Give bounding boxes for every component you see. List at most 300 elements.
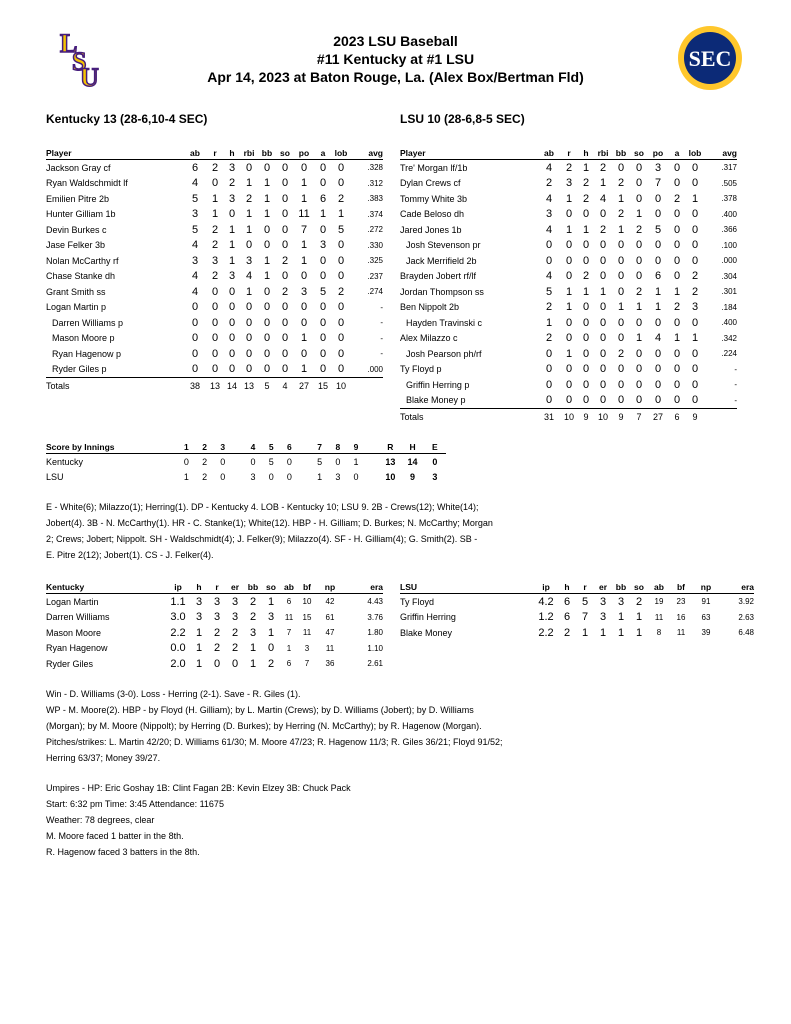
batter-name: Dylan Crews cf xyxy=(400,178,461,189)
batter-row xyxy=(400,315,737,331)
batter-rbi: 0 xyxy=(594,393,612,409)
batter-rbi: 0 xyxy=(245,316,253,329)
batter-name: Griffin Herring p xyxy=(406,379,470,390)
batter-a: 0 xyxy=(319,347,327,360)
game-notes-line: Jobert(4). 3B - N. McCarthy(1). HR - C. Stanke(1); White(12). HBP - H. Gilliam; D. Burkes; N. McCarthy; Morgan xyxy=(46,518,493,528)
batter-lob: 2 xyxy=(337,285,345,298)
batter-lob: 0 xyxy=(691,363,699,376)
batter-bb: 0 xyxy=(263,301,271,314)
batter-bb: 0 xyxy=(263,239,271,252)
pitcher-np: 11 xyxy=(325,643,335,653)
totals-lob: 10 xyxy=(335,380,346,391)
batter-a: 1 xyxy=(673,332,681,345)
batter-avg: .325 xyxy=(367,256,383,266)
batter-h: 0 xyxy=(582,208,590,221)
home-batting-header-avg: avg xyxy=(704,146,737,160)
batter-r: 0 xyxy=(565,316,573,329)
inning-score: 0 xyxy=(353,471,359,482)
batter-po: 0 xyxy=(300,347,308,360)
linescore-r: 13 xyxy=(385,456,396,467)
batter-row xyxy=(400,269,737,285)
batter-row xyxy=(400,377,737,393)
batter-h: 3 xyxy=(228,161,236,174)
batter-rbi: 1 xyxy=(599,285,607,298)
visitor-batting-header-player: Player xyxy=(46,146,184,160)
linescore-h: 14 xyxy=(407,456,418,467)
batter-avg: .301 xyxy=(721,287,737,297)
batter-name: Nolan McCarthy rf xyxy=(46,255,119,266)
totals-rbi: 10 xyxy=(597,411,608,422)
inning-header: 1 xyxy=(177,440,195,454)
batter-h: 0 xyxy=(582,239,590,252)
batter-a: 0 xyxy=(319,270,327,283)
pitcher-r: 3 xyxy=(213,595,221,608)
pitcher-so: 2 xyxy=(635,595,643,608)
batter-ab: 0 xyxy=(538,393,560,409)
pitcher-h: 1 xyxy=(195,626,203,639)
pitcher-h: 1 xyxy=(195,642,203,655)
batter-row xyxy=(46,207,383,223)
pitcher-row xyxy=(46,610,383,626)
visitor-batting-header-bb: bb xyxy=(258,146,276,160)
batter-row xyxy=(400,331,737,347)
batter-ab: 4 xyxy=(191,239,199,252)
batter-avg: .100 xyxy=(721,240,737,250)
totals-rbi: 13 xyxy=(243,380,254,391)
batter-bb: 1 xyxy=(263,208,271,221)
totals-bb: 9 xyxy=(618,411,624,422)
game-notes-line: E. Pitre 2(12); Jobert(1). CS - J. Felker(4). xyxy=(46,550,214,560)
pitcher-ip: 3.0 xyxy=(170,611,186,624)
batter-bb: 1 xyxy=(263,254,271,267)
linescore-gap xyxy=(232,440,244,454)
totals-po: 27 xyxy=(298,380,309,391)
batter-h: 0 xyxy=(582,347,590,360)
batter-ab: 5 xyxy=(191,192,199,205)
batter-r: 1 xyxy=(211,208,219,221)
batter-ab: 0 xyxy=(191,332,199,345)
pitcher-era: 3.92 xyxy=(738,597,754,607)
pitching-header-bb: bb xyxy=(244,580,262,594)
batter-r: 1 xyxy=(565,347,573,360)
batter-a: 0 xyxy=(673,270,681,283)
batter-lob: 0 xyxy=(691,347,699,360)
pitcher-era: 2.61 xyxy=(367,659,383,669)
batter-lob: 1 xyxy=(337,208,345,221)
batter-lob: 1 xyxy=(691,332,699,345)
pitcher-era: 3.76 xyxy=(367,612,383,622)
pitcher-r: 7 xyxy=(581,611,589,624)
batter-ab: 1 xyxy=(545,316,553,329)
inning-score: 0 xyxy=(183,456,189,467)
batter-r: 0 xyxy=(565,270,573,283)
linescore-gap xyxy=(232,454,244,470)
pitcher-name: Griffin Herring xyxy=(400,612,456,623)
batter-lob: 0 xyxy=(691,316,699,329)
pitcher-r: 0 xyxy=(213,657,221,670)
batter-h: 0 xyxy=(582,332,590,345)
batter-ab: 0 xyxy=(191,347,199,360)
inning-score: 0 xyxy=(286,471,292,482)
batter-name: Ryder Giles p xyxy=(46,362,184,378)
batter-ab: 0 xyxy=(191,316,199,329)
batter-rbi: 1 xyxy=(245,177,253,190)
pitching-header-bf: bf xyxy=(670,580,692,594)
inning-header: 9 xyxy=(347,440,365,454)
batter-avg: .317 xyxy=(721,163,737,173)
batter-ab: 3 xyxy=(545,208,553,221)
pitching-header-h: h xyxy=(558,580,576,594)
pitching-header-ip: ip xyxy=(166,580,190,594)
totals-h: 14 xyxy=(226,380,237,391)
batter-row xyxy=(46,176,383,192)
batter-po: 0 xyxy=(654,316,662,329)
batter-po: 5 xyxy=(654,223,662,236)
batter-so: 1 xyxy=(635,301,643,314)
batter-bb: 1 xyxy=(263,192,271,205)
pitcher-h: 6 xyxy=(563,611,571,624)
linescore-e: 0 xyxy=(432,456,438,467)
batter-ab: 0 xyxy=(184,362,206,378)
batter-name: Grant Smith ss xyxy=(46,286,106,297)
pitcher-ab: 11 xyxy=(284,612,294,622)
batter-a: 0 xyxy=(673,316,681,329)
totals-so: 7 xyxy=(636,411,642,422)
batter-avg: - xyxy=(734,380,737,390)
batter-po: 0 xyxy=(654,363,662,376)
batter-bb: 0 xyxy=(263,316,271,329)
batter-rbi: 0 xyxy=(599,332,607,345)
linescore-gap xyxy=(298,440,310,454)
pitcher-name: Ryan Hagenow xyxy=(46,643,108,654)
pitcher-ab: 7 xyxy=(286,628,292,638)
batting-totals-row xyxy=(400,409,737,425)
pitcher-name: Ty Floyd xyxy=(400,596,435,607)
totals-a: 15 xyxy=(317,380,328,391)
visitor-batting-header-rbi: rbi xyxy=(240,146,258,160)
batter-lob: 0 xyxy=(337,332,345,345)
batter-row xyxy=(46,300,383,316)
pitcher-row xyxy=(400,610,754,626)
pitcher-h: 3 xyxy=(195,595,203,608)
batter-avg: .505 xyxy=(721,178,737,188)
batter-avg: .330 xyxy=(367,240,383,250)
pitcher-era: 1.10 xyxy=(367,643,383,653)
batter-avg: .184 xyxy=(721,302,737,312)
batter-r: 0 xyxy=(565,254,573,267)
batter-a: 2 xyxy=(673,301,681,314)
batter-ab: 4 xyxy=(545,192,553,205)
game-info-line: M. Moore faced 1 batter in the 8th. xyxy=(46,831,184,841)
pitcher-bb: 3 xyxy=(617,595,625,608)
batter-lob: 2 xyxy=(337,192,345,205)
batter-avg: - xyxy=(380,333,383,343)
home-batting-table xyxy=(400,146,737,425)
pitcher-ip: 2.2 xyxy=(170,626,186,639)
batter-h: 0 xyxy=(224,362,240,378)
batter-row xyxy=(46,346,383,362)
batter-lob: 2 xyxy=(691,270,699,283)
batter-bb: 0 xyxy=(612,393,630,409)
batter-name: Darren Williams p xyxy=(52,317,124,328)
pitcher-name: Logan Martin xyxy=(46,596,99,607)
batter-name: Ty Floyd p xyxy=(400,364,442,375)
batter-bb: 0 xyxy=(263,347,271,360)
batter-name: Cade Beloso dh xyxy=(400,209,465,220)
batter-r: 2 xyxy=(565,161,573,174)
batter-so: 0 xyxy=(281,192,289,205)
batter-a: 2 xyxy=(673,192,681,205)
batter-row xyxy=(46,222,383,238)
pitcher-name: Blake Money xyxy=(400,627,453,638)
totals-ab: 31 xyxy=(543,411,554,422)
batter-a: 0 xyxy=(314,362,332,378)
pitcher-row xyxy=(46,641,383,657)
batter-po: 0 xyxy=(654,208,662,221)
batter-po: 3 xyxy=(654,161,662,174)
linescore-label: Score by Innings xyxy=(46,440,177,454)
pitcher-so: 2 xyxy=(267,657,275,670)
batter-row xyxy=(46,160,383,176)
batter-rbi: 1 xyxy=(599,177,607,190)
pitcher-er: 3 xyxy=(599,595,607,608)
batter-bb: 1 xyxy=(617,301,625,314)
batter-name: Jordan Thompson ss xyxy=(400,286,484,297)
pitcher-bf: 7 xyxy=(304,659,310,669)
batter-so: 0 xyxy=(281,347,289,360)
batter-po: 0 xyxy=(654,378,662,391)
batter-h: 0 xyxy=(228,316,236,329)
pitcher-bf: 15 xyxy=(302,612,312,622)
batter-rbi: 0 xyxy=(240,362,258,378)
batter-so: 0 xyxy=(635,177,643,190)
pitcher-er: 3 xyxy=(231,611,239,624)
pitching-header-np: np xyxy=(316,580,344,594)
pitching-header-r: r xyxy=(576,580,594,594)
batter-h: 2 xyxy=(228,177,236,190)
batter-a: 5 xyxy=(319,285,327,298)
batter-avg: - xyxy=(704,393,737,409)
batter-ab: 2 xyxy=(545,177,553,190)
batter-r: 2 xyxy=(211,223,219,236)
batter-avg: - xyxy=(380,302,383,312)
pitcher-so: 1 xyxy=(635,626,643,639)
batter-r: 0 xyxy=(211,347,219,360)
game-notes-line: E - White(6); Milazzo(1); Herring(1). DP - Kentucky 4. LOB - Kentucky 10; LSU 9. 2B - Crews(12); White(14); xyxy=(46,502,479,512)
pitcher-np: 39 xyxy=(701,628,711,638)
batter-a: 0 xyxy=(673,254,681,267)
batter-bb: 0 xyxy=(617,254,625,267)
pitcher-name: Mason Moore xyxy=(46,627,102,638)
pitcher-er: 2 xyxy=(231,626,239,639)
visitor-batting-header-po: po xyxy=(294,146,314,160)
batter-bb: 0 xyxy=(617,161,625,174)
batter-bb: 0 xyxy=(263,223,271,236)
batter-ab: 5 xyxy=(191,223,199,236)
batter-so: 0 xyxy=(281,301,289,314)
home-pitching-team: LSU xyxy=(400,580,534,594)
batter-a: 0 xyxy=(319,177,327,190)
batter-po: 0 xyxy=(300,161,308,174)
totals-r: 13 xyxy=(209,380,220,391)
batter-h: 0 xyxy=(582,316,590,329)
batter-a: 0 xyxy=(668,393,686,409)
batter-ab: 4 xyxy=(545,161,553,174)
pitcher-np: 42 xyxy=(325,597,335,607)
batter-a: 6 xyxy=(319,192,327,205)
batter-h: 1 xyxy=(582,161,590,174)
batter-bb: 0 xyxy=(617,285,625,298)
batter-bb: 0 xyxy=(263,285,271,298)
sec-logo xyxy=(676,24,744,92)
pitching-notes-line: Herring 63/37; Money 39/27. xyxy=(46,753,161,763)
batter-a: 0 xyxy=(673,363,681,376)
batter-avg: .000 xyxy=(721,256,737,266)
inning-score: 0 xyxy=(220,456,226,467)
visitor-team-title: Kentucky 13 (28-6,10-4 SEC) xyxy=(46,112,208,126)
batter-lob: 0 xyxy=(337,347,345,360)
batter-name: Jase Felker 3b xyxy=(46,240,106,251)
batter-h: 0 xyxy=(228,301,236,314)
batter-avg: .274 xyxy=(367,287,383,297)
batter-bb: 1 xyxy=(617,192,625,205)
pitcher-bb: 2 xyxy=(249,595,257,608)
linescore-team: LSU xyxy=(46,471,64,482)
inning-header: 3 xyxy=(214,440,232,454)
pitcher-era: 4.43 xyxy=(367,597,383,607)
pitcher-np: 61 xyxy=(325,612,335,622)
batter-r: 0 xyxy=(565,378,573,391)
visitor-batting-header-avg: avg xyxy=(350,146,383,160)
sec-logo-text: SEC xyxy=(688,46,732,71)
totals-avg-empty xyxy=(704,409,737,425)
batter-r: 1 xyxy=(211,192,219,205)
batter-rbi: 0 xyxy=(245,347,253,360)
batter-name: Emilien Pitre 2b xyxy=(46,193,110,204)
pitcher-bf: 23 xyxy=(676,597,686,607)
batter-a: 0 xyxy=(673,177,681,190)
batter-so: 0 xyxy=(281,161,289,174)
batter-ab: 4 xyxy=(545,223,553,236)
batter-po: 1 xyxy=(654,301,662,314)
batter-r: 0 xyxy=(206,362,224,378)
batter-lob: 2 xyxy=(691,285,699,298)
batter-r: 0 xyxy=(565,363,573,376)
batter-avg: - xyxy=(734,364,737,374)
batter-ab: 5 xyxy=(545,285,553,298)
batter-bb: 0 xyxy=(263,161,271,174)
batter-bb: 0 xyxy=(617,363,625,376)
batter-po: 6 xyxy=(654,270,662,283)
batter-lob: 0 xyxy=(691,223,699,236)
batter-a: 1 xyxy=(319,208,327,221)
home-pitching-table xyxy=(400,580,754,641)
batter-rbi: 0 xyxy=(245,332,253,345)
pitcher-era: 2.63 xyxy=(738,612,754,622)
batter-r: 0 xyxy=(211,285,219,298)
game-notes-line: 2; Crews; Jobert; Nippolt. SH - Waldschmidt(4); J. Felker(9); Milazzo(4). SF - H. Gilliam(4); G. Smith(2). SB - xyxy=(46,534,478,544)
batter-ab: 2 xyxy=(545,301,553,314)
inning-score: 0 xyxy=(268,471,274,482)
batter-name: Ben Nippolt 2b xyxy=(400,302,460,313)
pitcher-row xyxy=(46,625,383,641)
totals-bb: 5 xyxy=(264,380,270,391)
inning-score: 1 xyxy=(183,471,189,482)
batter-a: 0 xyxy=(673,239,681,252)
batter-avg: .237 xyxy=(367,271,383,281)
batter-po: 0 xyxy=(654,239,662,252)
pitcher-so: 1 xyxy=(267,626,275,639)
batter-name: Blake Money p xyxy=(400,393,538,409)
batter-po: 1 xyxy=(300,332,308,345)
batter-h: 2 xyxy=(582,192,590,205)
pitcher-ip: 1.1 xyxy=(170,595,186,608)
pitcher-h: 1 xyxy=(195,657,203,670)
batter-avg: .000 xyxy=(350,362,383,378)
rhe-header: R xyxy=(379,440,401,454)
inning-header: 4 xyxy=(244,440,262,454)
batter-so: 0 xyxy=(281,316,289,329)
batter-r: 2 xyxy=(211,239,219,252)
batter-po: 1 xyxy=(294,362,314,378)
totals-lob: 9 xyxy=(692,411,698,422)
batter-so: 0 xyxy=(635,347,643,360)
visitor-batting-header-ab: ab xyxy=(184,146,206,160)
batter-rbi: 1 xyxy=(245,285,253,298)
inning-score: 2 xyxy=(202,471,208,482)
batter-row xyxy=(46,253,383,269)
batter-row xyxy=(400,346,737,362)
home-batting-header-rbi: rbi xyxy=(594,146,612,160)
batter-r: 1 xyxy=(565,223,573,236)
batter-so: 0 xyxy=(635,270,643,283)
pitcher-r: 2 xyxy=(213,642,221,655)
pitcher-row xyxy=(400,594,754,610)
svg-text:U: U xyxy=(80,63,99,88)
totals-label: Totals xyxy=(400,411,424,422)
batter-a: 0 xyxy=(319,301,327,314)
batter-avg: .328 xyxy=(367,163,383,173)
inning-score: 5 xyxy=(268,456,274,467)
pitching-header-er: er xyxy=(226,580,244,594)
pitcher-row xyxy=(46,594,383,610)
batter-lob: 0 xyxy=(691,161,699,174)
batter-rbi: 0 xyxy=(245,301,253,314)
pitcher-ip: 1.2 xyxy=(538,611,554,624)
pitching-notes xyxy=(46,686,766,766)
batter-po: 1 xyxy=(300,239,308,252)
batter-lob: 0 xyxy=(691,177,699,190)
batter-h: 2 xyxy=(582,177,590,190)
batter-avg: .383 xyxy=(367,194,383,204)
pitching-header-so: so xyxy=(262,580,280,594)
batter-bb: 0 xyxy=(617,378,625,391)
pitching-notes-line: Pitches/strikes: L. Martin 42/20; D. Williams 61/30; M. Moore 47/23; R. Hagenow 11/3; R. Giles 36/21; Floyd 91/52; xyxy=(46,737,503,747)
batter-r: 0 xyxy=(211,177,219,190)
batter-a: 0 xyxy=(673,161,681,174)
lsu-logo xyxy=(56,28,104,88)
batter-lob: 0 xyxy=(337,301,345,314)
batter-rbi: 0 xyxy=(599,301,607,314)
batter-a: 0 xyxy=(319,316,327,329)
inning-score: 3 xyxy=(250,471,256,482)
batter-lob: 0 xyxy=(337,270,345,283)
pitcher-ab: 1 xyxy=(286,643,292,653)
batter-so: 1 xyxy=(635,332,643,345)
batter-bb: 1 xyxy=(263,270,271,283)
pitcher-era: 6.48 xyxy=(738,628,754,638)
batter-rbi: 1 xyxy=(245,208,253,221)
